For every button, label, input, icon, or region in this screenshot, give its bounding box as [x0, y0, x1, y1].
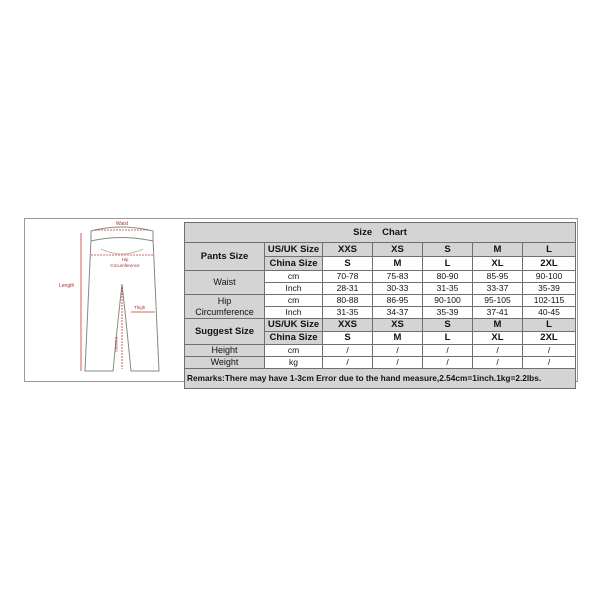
value-cell: 70-78: [323, 271, 373, 283]
size-cell: S: [423, 243, 473, 257]
size-cell: XS: [373, 319, 423, 332]
value-cell: 31-35: [423, 283, 473, 295]
unit-cell: cm: [265, 295, 323, 307]
title-row: [185, 223, 576, 243]
unit-cell: Inch: [265, 307, 323, 319]
value-cell: 102-115: [523, 295, 576, 307]
hip-circumference-label: Circumference: [110, 263, 140, 268]
value-cell: /: [423, 357, 473, 369]
size-cell: M: [373, 332, 423, 345]
value-cell: /: [473, 345, 523, 357]
size-cell: XXS: [323, 319, 373, 332]
size-cell: L: [523, 243, 576, 257]
size-cell: XS: [373, 243, 423, 257]
value-cell: 90-100: [523, 271, 576, 283]
table-title: Size Chart: [185, 223, 576, 243]
suggest-size-label: Suggest Size: [185, 319, 265, 345]
remarks-text: Remarks:There may have 1-3cm Error due to the hand measure,2.54cm=1inch.1kg=2.2lbs.: [185, 369, 576, 389]
value-cell: 31-35: [323, 307, 373, 319]
length-label: Length: [59, 283, 75, 289]
size-cell: L: [523, 319, 576, 332]
hip-cm-row: [185, 295, 576, 307]
size-cell: M: [473, 319, 523, 332]
value-cell: 80-90: [423, 271, 473, 283]
unit-cell: Inch: [265, 283, 323, 295]
value-cell: 35-39: [523, 283, 576, 295]
hip-circumference-label: Hip Circumference: [185, 295, 265, 319]
size-cell: S: [323, 257, 373, 271]
pants-size-label: Pants Size: [185, 243, 265, 271]
size-cell: 2XL: [523, 332, 576, 345]
pants-illustration: [25, 219, 184, 381]
value-cell: 90-100: [423, 295, 473, 307]
size-cell: M: [373, 257, 423, 271]
unit-cell: cm: [265, 345, 323, 357]
value-cell: /: [523, 357, 576, 369]
size-cell: S: [423, 319, 473, 332]
value-cell: 85-95: [473, 271, 523, 283]
suggest-us-row: [185, 319, 576, 332]
inseam-label: Inseam: [114, 337, 119, 352]
size-table: [184, 222, 576, 389]
waist-cm-row: [185, 271, 576, 283]
value-cell: 28-31: [323, 283, 373, 295]
value-cell: /: [423, 345, 473, 357]
value-cell: 40-45: [523, 307, 576, 319]
height-row: [185, 345, 576, 357]
pants-measurement-diagram: [25, 219, 184, 381]
weight-label: Weight: [185, 357, 265, 369]
value-cell: 86-95: [373, 295, 423, 307]
size-cell: M: [473, 243, 523, 257]
value-cell: 80-88: [323, 295, 373, 307]
value-cell: /: [473, 357, 523, 369]
value-cell: 95-105: [473, 295, 523, 307]
waist-label: Waist: [185, 271, 265, 295]
value-cell: /: [373, 345, 423, 357]
size-cell: XL: [473, 257, 523, 271]
value-cell: 30-33: [373, 283, 423, 295]
weight-row: [185, 357, 576, 369]
value-cell: /: [373, 357, 423, 369]
china-size-label: China Size: [265, 332, 323, 345]
us-size-row: [185, 243, 576, 257]
value-cell: /: [523, 345, 576, 357]
value-cell: /: [323, 357, 373, 369]
us-uk-size-label: US/UK Size: [265, 243, 323, 257]
value-cell: 75-83: [373, 271, 423, 283]
size-chart-frame: [24, 218, 578, 382]
thigh-label: Thigh: [134, 305, 146, 310]
value-cell: 34-37: [373, 307, 423, 319]
size-cell: S: [323, 332, 373, 345]
unit-cell: cm: [265, 271, 323, 283]
height-label: Height: [185, 345, 265, 357]
us-uk-size-label: US/UK Size: [265, 319, 323, 332]
china-size-label: China Size: [265, 257, 323, 271]
remarks-row: [185, 369, 576, 389]
unit-cell: kg: [265, 357, 323, 369]
size-cell: L: [423, 332, 473, 345]
size-cell: XXS: [323, 243, 373, 257]
value-cell: 33-37: [473, 283, 523, 295]
waist-label: Waist: [115, 221, 129, 227]
size-cell: 2XL: [523, 257, 576, 271]
hip-label: Hip: [121, 257, 129, 262]
value-cell: /: [323, 345, 373, 357]
size-cell: XL: [473, 332, 523, 345]
value-cell: 37-41: [473, 307, 523, 319]
size-cell: L: [423, 257, 473, 271]
value-cell: 35-39: [423, 307, 473, 319]
